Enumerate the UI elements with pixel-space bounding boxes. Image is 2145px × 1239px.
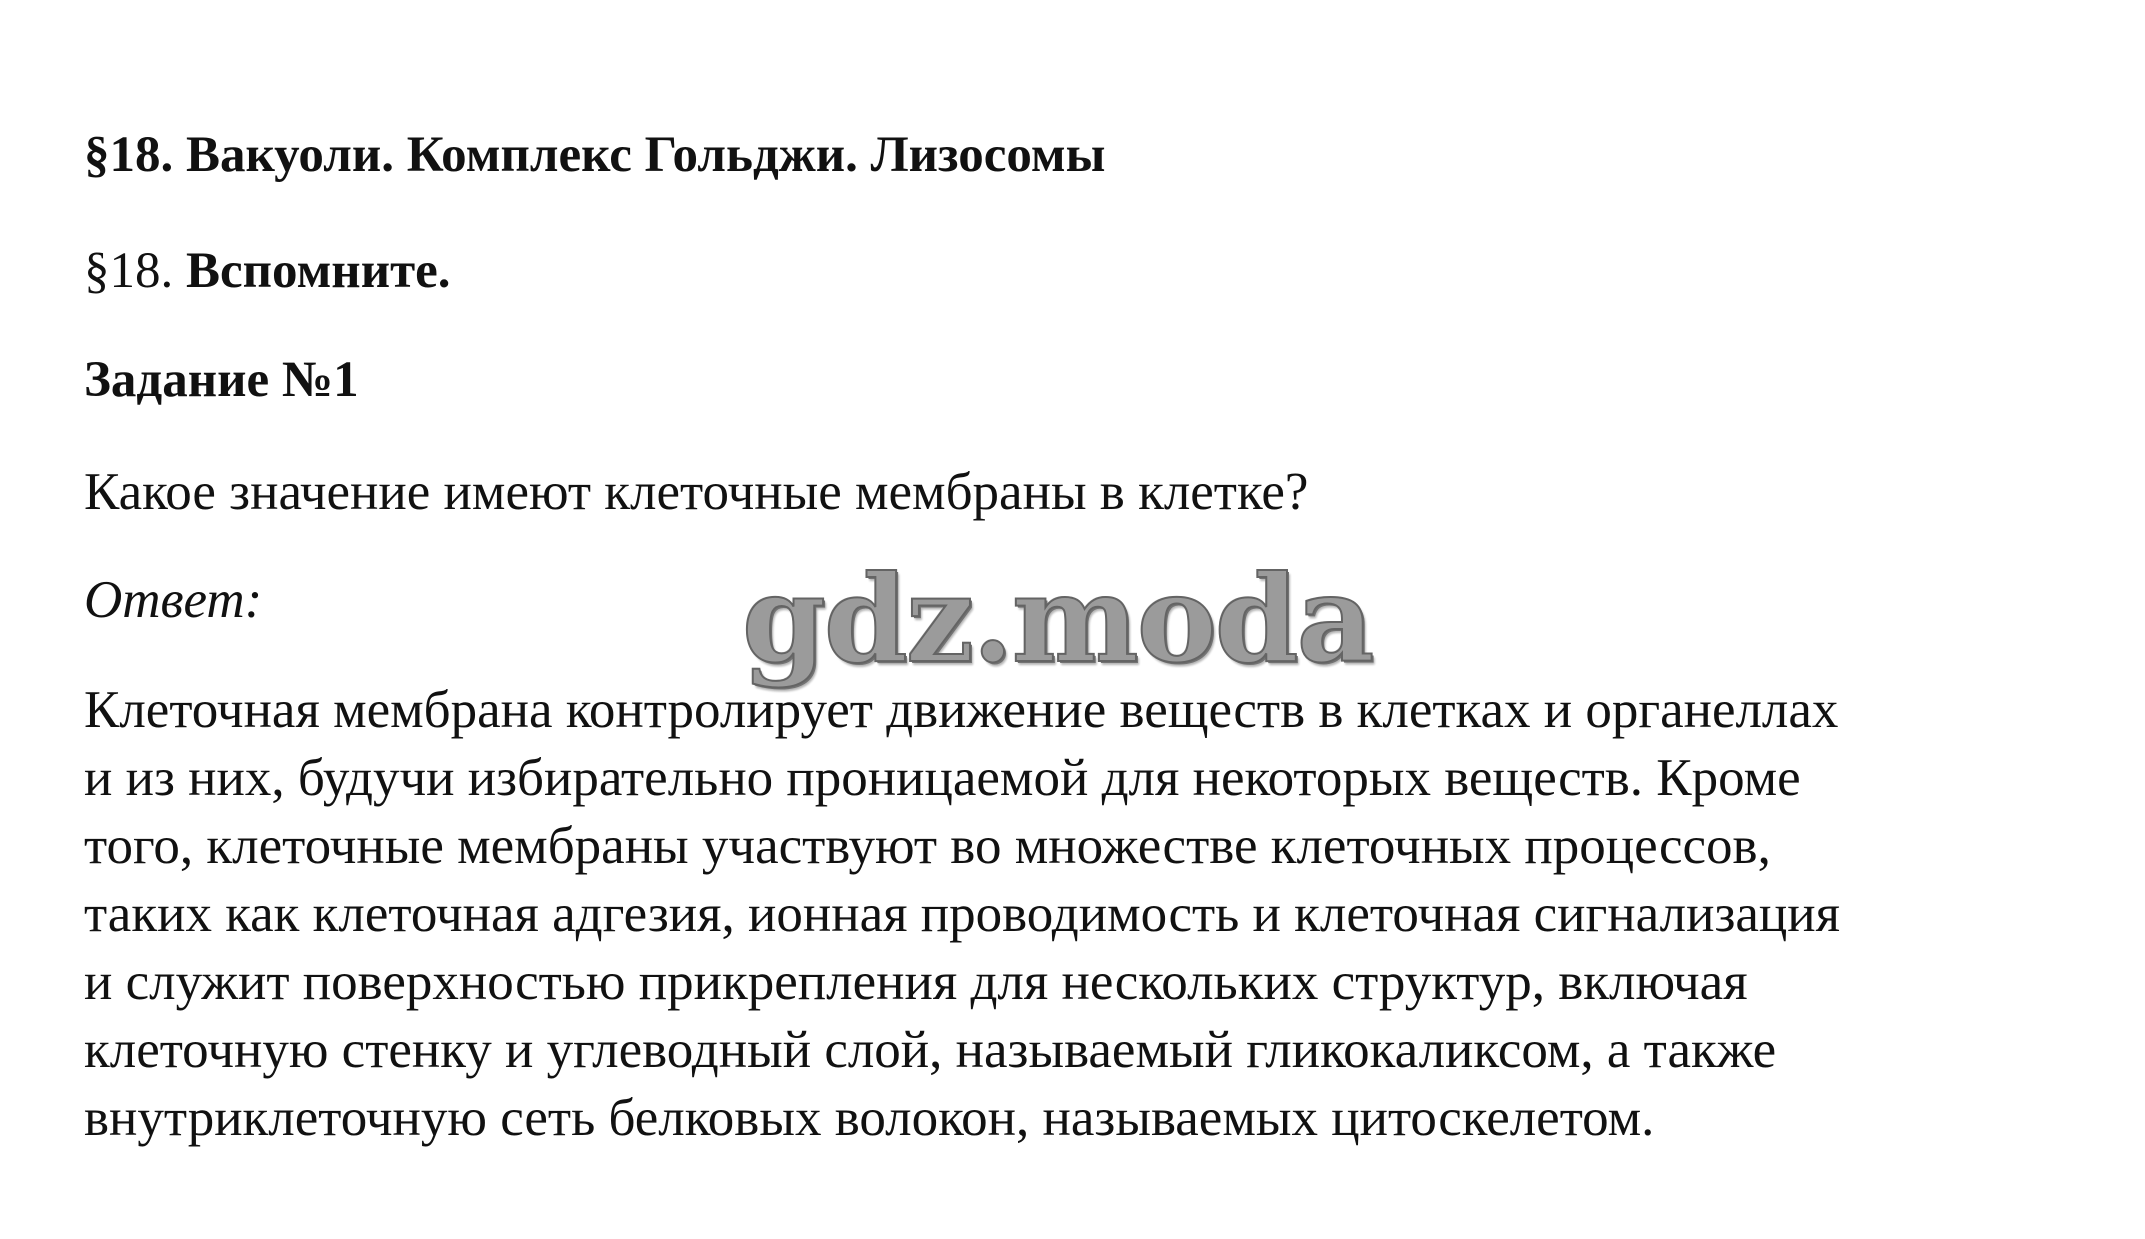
- section-heading: §18. Вакуоли. Комплекс Гольджи. Лизосомы: [84, 127, 1106, 183]
- answer-line: того, клеточные мембраны участвуют во множестве клеточных процессов,: [84, 817, 1771, 875]
- answer-line: клеточную стенку и углеводный слой, называемый гликокаликсом, а также: [84, 1021, 1777, 1079]
- recall-label: Вспомните.: [186, 243, 451, 299]
- recall-line: [84, 243, 451, 299]
- answer-line: Клеточная мембрана контролирует движение веществ в клетках и органеллах: [84, 681, 1839, 739]
- answer-text: [84, 676, 2084, 1152]
- task-title: Задание №1: [84, 352, 359, 408]
- question-text: Какое значение имеют клеточные мембраны в клетке?: [84, 463, 1309, 521]
- answer-line: внутриклеточную сеть белковых волокон, называемых цитоскелетом.: [84, 1089, 1655, 1147]
- answer-line: и служит поверхностью прикрепления для нескольких структур, включая: [84, 953, 1748, 1011]
- recall-section-number: §18.: [84, 243, 186, 299]
- answer-line: таких как клеточная адгезия, ионная проводимость и клеточная сигнализация: [84, 885, 1841, 943]
- answer-line: и из них, будучи избирательно проницаемой для некоторых веществ. Кроме: [84, 749, 1801, 807]
- answer-label: Ответ:: [84, 571, 263, 629]
- watermark: gdz.moda: [742, 549, 1373, 690]
